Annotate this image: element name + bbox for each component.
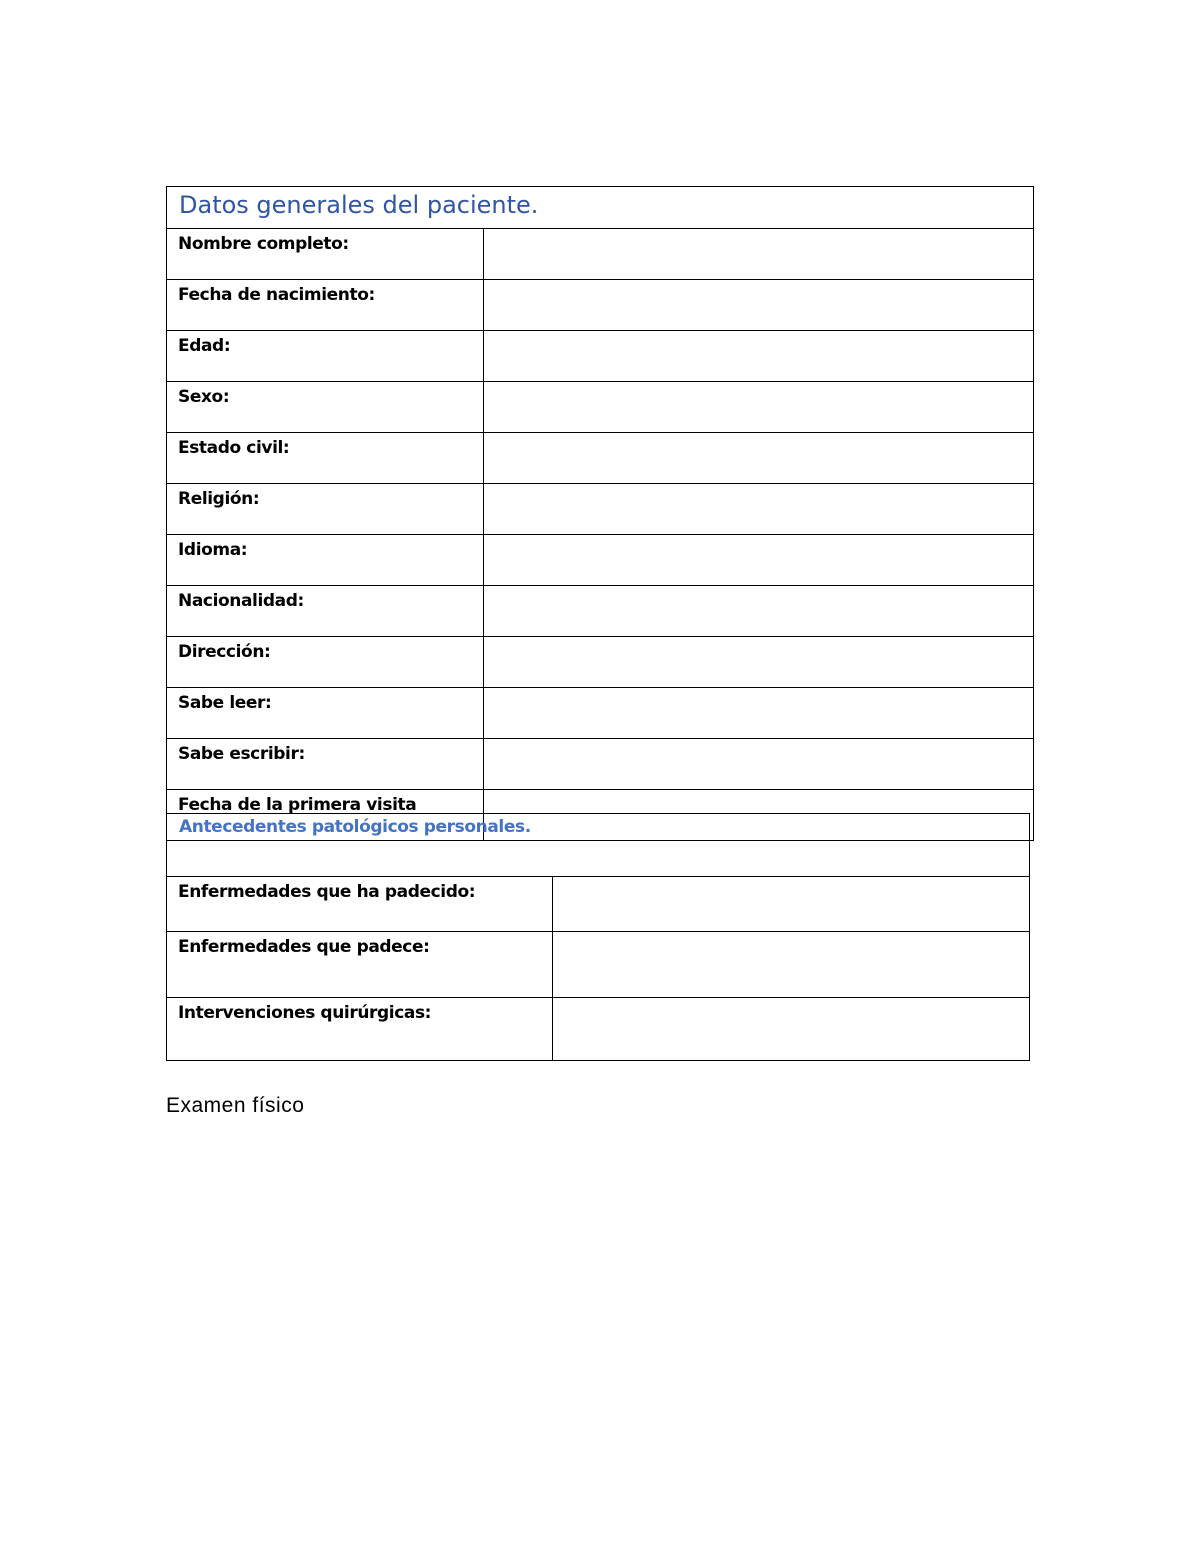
field-label-edad: Edad: xyxy=(167,331,484,382)
field-value-enfermedades-padece[interactable] xyxy=(553,932,1030,998)
datos-generales-title: Datos generales del paciente. xyxy=(167,187,1034,229)
field-label-fecha-nacimiento: Fecha de nacimiento: xyxy=(167,280,484,331)
field-label-nombre: Nombre completo: xyxy=(167,229,484,280)
antecedentes-table xyxy=(166,813,1030,1061)
field-value-sabe-escribir[interactable] xyxy=(484,739,1034,790)
table-row xyxy=(167,229,1034,280)
table-row xyxy=(167,998,1030,1061)
field-value-intervenciones[interactable] xyxy=(553,998,1030,1061)
field-value-direccion[interactable] xyxy=(484,637,1034,688)
field-label-sabe-escribir: Sabe escribir: xyxy=(167,739,484,790)
table-row xyxy=(167,688,1034,739)
field-value-fecha-nacimiento[interactable] xyxy=(484,280,1034,331)
field-label-idioma: Idioma: xyxy=(167,535,484,586)
field-label-sexo: Sexo: xyxy=(167,382,484,433)
field-label-nacionalidad: Nacionalidad: xyxy=(167,586,484,637)
field-label-intervenciones: Intervenciones quirúrgicas: xyxy=(167,998,553,1061)
field-value-idioma[interactable] xyxy=(484,535,1034,586)
field-value-nombre[interactable] xyxy=(484,229,1034,280)
table-row xyxy=(167,535,1034,586)
field-value-sexo[interactable] xyxy=(484,382,1034,433)
table-header-row xyxy=(167,187,1034,229)
datos-generales-table xyxy=(166,186,1034,841)
table-row xyxy=(167,433,1034,484)
field-label-fecha-primera-visita: Fecha de la primera visita xyxy=(167,790,484,841)
table-row xyxy=(167,877,1030,932)
field-label-sabe-leer: Sabe leer: xyxy=(167,688,484,739)
table-row xyxy=(167,586,1034,637)
table-header-row xyxy=(167,814,1030,877)
field-label-enfermedades-padecido: Enfermedades que ha padecido: xyxy=(167,877,553,932)
table-row xyxy=(167,382,1034,433)
field-value-religion[interactable] xyxy=(484,484,1034,535)
table-row xyxy=(167,739,1034,790)
examen-fisico-heading: Examen físico xyxy=(166,1094,305,1117)
table-row xyxy=(167,637,1034,688)
field-value-sabe-leer[interactable] xyxy=(484,688,1034,739)
field-value-enfermedades-padecido[interactable] xyxy=(553,877,1030,932)
field-label-religion: Religión: xyxy=(167,484,484,535)
table-row xyxy=(167,331,1034,382)
antecedentes-title: Antecedentes patológicos personales. xyxy=(167,814,1030,877)
table-row xyxy=(167,484,1034,535)
field-label-direccion: Dirección: xyxy=(167,637,484,688)
field-label-estado-civil: Estado civil: xyxy=(167,433,484,484)
table-row xyxy=(167,932,1030,998)
field-label-enfermedades-padece: Enfermedades que padece: xyxy=(167,932,553,998)
field-value-edad[interactable] xyxy=(484,331,1034,382)
field-value-nacionalidad[interactable] xyxy=(484,586,1034,637)
table-row xyxy=(167,280,1034,331)
field-value-estado-civil[interactable] xyxy=(484,433,1034,484)
